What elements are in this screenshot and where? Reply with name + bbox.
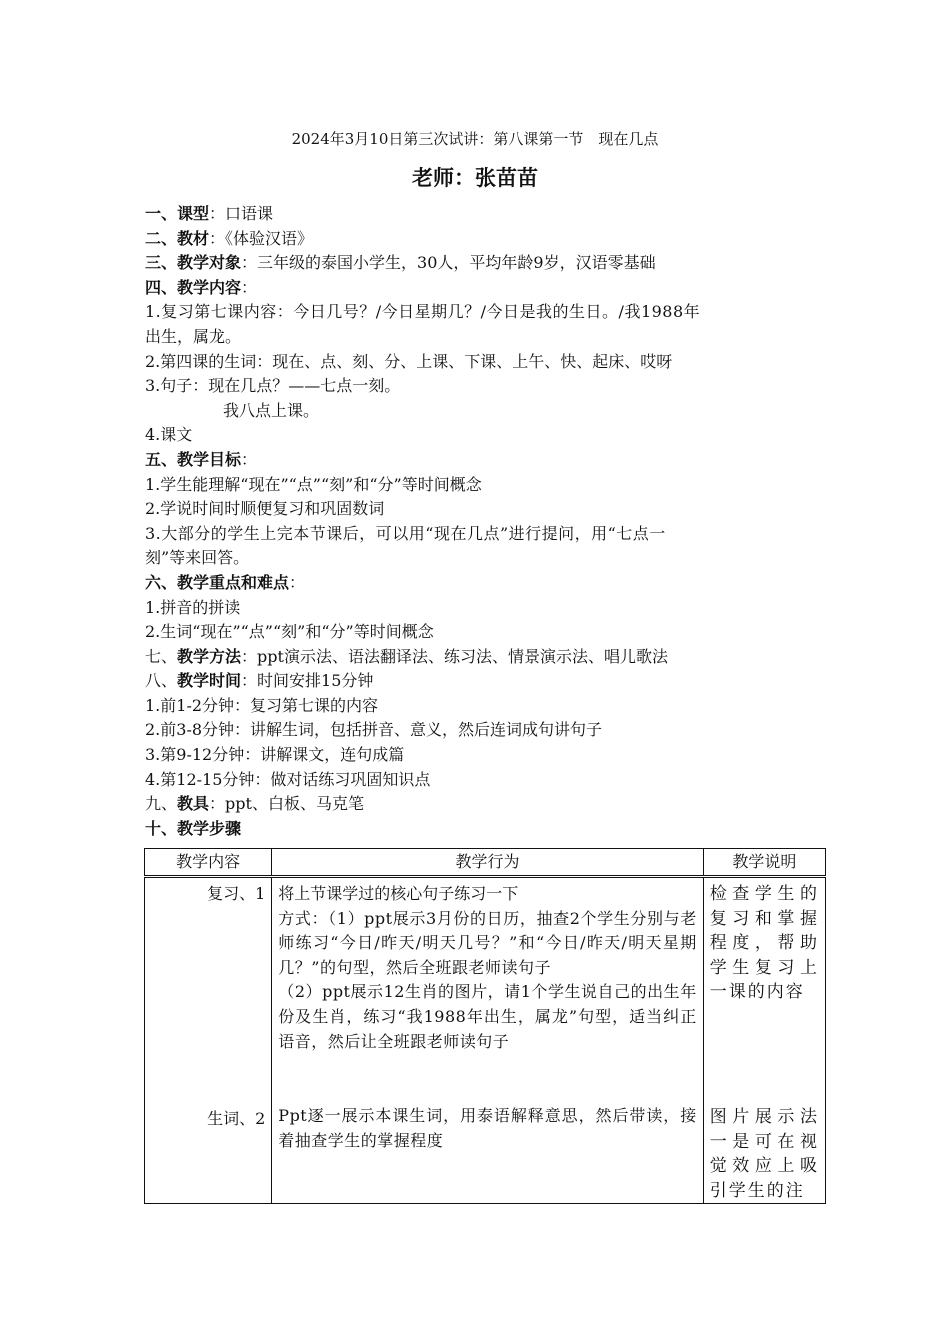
audience-label: 三、教学对象 bbox=[145, 253, 242, 273]
course-type-value: 口语课 bbox=[225, 204, 274, 223]
goals-line-1: 1.学生能理解“现在”“点”“刻”和“分”等时间概念 bbox=[145, 474, 482, 494]
audience-colon: ： bbox=[241, 253, 258, 273]
goals-line-2: 2.学说时间时顺便复习和巩固数词 bbox=[145, 499, 385, 519]
content-line-4: 3.句子：现在几点？——七点一刻。 bbox=[145, 376, 401, 396]
course-type-line bbox=[145, 202, 815, 227]
goals-label: 五、教学目标 bbox=[145, 449, 242, 469]
goals-line-3: 3.大部分的学生上完本节课后，可以用“现在几点”进行提问，用“七点一 bbox=[145, 523, 666, 543]
methods-line bbox=[145, 645, 815, 670]
row-1-behavior-line-1: 将上节课学过的核心句子练习一下 bbox=[278, 884, 519, 903]
row-1-note bbox=[703, 877, 825, 1204]
goals-line-4: 刻”等来回答。 bbox=[145, 548, 250, 568]
key-points-colon: ： bbox=[289, 572, 306, 592]
textbook-colon: ： bbox=[209, 228, 226, 248]
teacher-title: 老师：张苗苗 bbox=[412, 166, 538, 190]
header-content: 教学内容 bbox=[145, 849, 272, 877]
row-1-content-text: 复习、1 bbox=[207, 884, 266, 903]
content-line-1: 1.复习第七课内容：今日几号？/今日星期几？/今日是我的生日。/我1988年 bbox=[145, 302, 701, 322]
content-heading bbox=[145, 276, 815, 301]
row-1-behavior-line-3: （2）ppt展示12生肖的图片，请1个学生说自己的出生年份及生肖，练习“我1988年出生，属龙”句型，适当纠正语音，然后让全班跟老师读句子 bbox=[278, 982, 697, 1051]
table-row bbox=[145, 877, 826, 1204]
header-note: 教学说明 bbox=[703, 849, 825, 877]
content-colon: ： bbox=[241, 277, 258, 297]
key-points-line-1: 1.拼音的拼读 bbox=[145, 597, 241, 617]
time-line-1: 1.前1-2分钟：复习第七课的内容 bbox=[145, 695, 379, 715]
time-colon: ： bbox=[241, 671, 258, 691]
content-line-3: 2.第四课的生词：现在、点、刻、分、上课、下课、上午、快、起床、哎呀 bbox=[145, 351, 673, 371]
row-2-content-text: 生词、2 bbox=[207, 1108, 266, 1128]
tools-colon: ： bbox=[209, 794, 226, 814]
methods-value: ppt演示法、语法翻译法、练习法、情景演示法、唱儿歌法 bbox=[257, 646, 668, 666]
audience-line bbox=[145, 251, 815, 276]
header-behavior: 教学行为 bbox=[272, 849, 703, 877]
steps-label: 十、教学步骤 bbox=[145, 818, 242, 838]
lesson-subtitle: 2024年3月10日第三次试讲：第八课第一节 现在几点 bbox=[291, 130, 659, 148]
goals-heading bbox=[145, 448, 815, 473]
row-1-behavior-line-2: 方式：（1）ppt展示3月份的日历，抽查2个学生分别与老师练习“今日/昨天/明天几号？”和“今日/昨天/明天星期几？”的句型，然后全班跟老师读句子 bbox=[278, 908, 697, 977]
steps-heading bbox=[145, 817, 815, 842]
time-value: 时间安排15分钟 bbox=[257, 671, 374, 691]
teaching-steps-table bbox=[144, 848, 826, 1204]
lesson-plan-body bbox=[145, 202, 815, 841]
tools-line bbox=[145, 792, 815, 817]
course-type-colon: ： bbox=[209, 204, 226, 223]
key-points-label: 六、教学重点和难点 bbox=[145, 572, 290, 592]
table-header-row bbox=[145, 849, 826, 877]
methods-colon: ： bbox=[241, 646, 258, 666]
course-type-label: 一、课型 bbox=[145, 204, 210, 223]
content-line-5: 我八点上课。 bbox=[223, 400, 320, 420]
time-prefix: 八、 bbox=[145, 671, 178, 691]
textbook-label: 二、教材 bbox=[145, 228, 210, 248]
time-line-3: 3.第9-12分钟：讲解课文，连句成篇 bbox=[145, 745, 405, 765]
row-2-behavior-line-1: Ppt逐一展示本课生词，用泰语解释意思，然后带读，接着抽查学生的掌握程度 bbox=[278, 1106, 697, 1150]
time-line bbox=[145, 669, 815, 694]
time-line-2: 2.前3-8分钟：讲解生词，包括拼音、意义，然后连词成句讲句子 bbox=[145, 720, 603, 740]
row-2-note-text: 图片展示法一是可在视觉效应上吸引学生的注 bbox=[709, 1106, 819, 1201]
row-1-content bbox=[145, 877, 272, 1204]
key-points-line-2: 2.生词“现在”“点”“刻”和“分”等时间概念 bbox=[145, 622, 434, 642]
textbook-value: 《体验汉语》 bbox=[225, 228, 314, 248]
methods-prefix: 七、 bbox=[145, 646, 178, 666]
content-label: 四、教学内容 bbox=[145, 277, 242, 297]
time-line-4: 4.第12-15分钟：做对话练习巩固知识点 bbox=[145, 769, 431, 789]
time-label: 教学时间 bbox=[177, 671, 242, 691]
tools-value: ppt、白板、马克笔 bbox=[225, 794, 364, 814]
textbook-line bbox=[145, 227, 815, 252]
content-line-6: 4.课文 bbox=[145, 425, 193, 445]
methods-label: 教学方法 bbox=[177, 646, 242, 666]
audience-value: 三年级的泰国小学生，30人，平均年龄9岁，汉语零基础 bbox=[257, 253, 656, 273]
key-points-heading bbox=[145, 571, 815, 596]
tools-label: 教具 bbox=[177, 794, 210, 814]
content-line-2: 出生，属龙。 bbox=[145, 326, 242, 346]
row-1-behavior bbox=[272, 877, 703, 1204]
goals-colon: ： bbox=[241, 449, 258, 469]
tools-prefix: 九、 bbox=[145, 794, 178, 814]
row-1-note-text: 检查学生的复习和掌握程度，帮助学生复习上一课的内容 bbox=[709, 884, 819, 1003]
